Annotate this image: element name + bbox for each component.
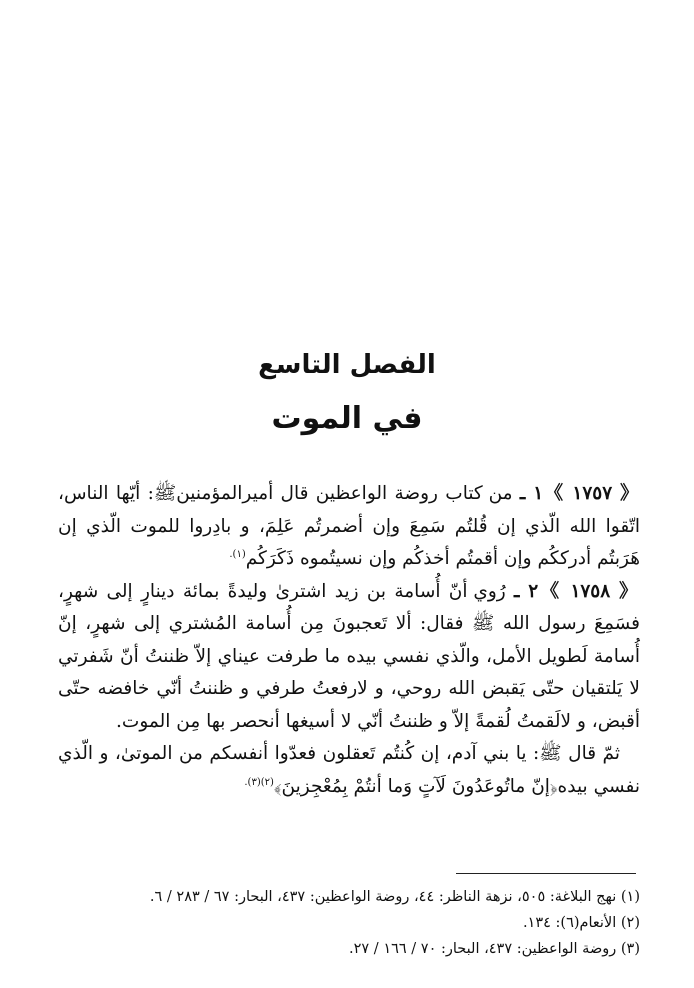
hadith-1757 [58,478,640,576]
hadith-text: من كتاب روضة الواعظين قال أميرالمؤمنينﷺ: أيّها الناس، اتّقوا الله الّذي إن قُلتُم سَمِعَ وإن أضمرتُم عَلِمَ، و بادِروا للموت الّذي إن هَرَبتُم أدرككُم وإن أقمتُم أخذكُم وإن نسيتُموه ذَكَرَكُم [58,483,640,569]
chapter-title: الفصل التاسع [258,350,436,380]
footnote-ref: (١). [229,548,246,560]
hadith-1758 [58,576,640,739]
hadith-number: 《 ١٧٥٧ 》١ ـ [519,483,640,504]
footnote-1: (١) نهج البلاغة: ٥٠٥، نزهة الناظر: ٤٤، روضة الواعظين: ٤٣٧، البحار: ٦٧ / ٢٨٣ / ٦. [149,889,640,905]
hadith-1758-continuation [58,738,640,803]
footnote-divider [456,873,636,874]
footnote-3: (٣) روضة الواعظين: ٤٣٧، البحار: ٧٠ / ١٦٦ / ٢٧. [349,941,640,957]
footnotes [58,884,640,962]
hadith-body [58,478,640,803]
hadith-text: ثمّ قال ﷺ: يا بني آدم، إن كُنتُم تَعقلون فعدّوا أنفسكم من الموتىٰ، و الّذي نفسي بيده﴿إنّ ماتُوعَدُونَ لَآتٍ وَما أنتُمْ بِمُعْجِزينَ﴾ [58,743,640,797]
topic-title: في الموت [271,401,423,436]
hadith-text: رُوي أنّ أُسامة بن زيد اشترىٰ وليدةً بمائة دينارٍ إلى شهرٍ، فسَمِعَ رسول الله ﷺ فقال: ألا تَعجبونَ مِن أُسامة المُشتري إلى شهرٍ، إنّ أُسامة لَطويل الأمل، والّذي نفسي بيده ما طرفت عيناي إلاّ ظننتُ أنّ شَفرتي لا يَلتقيان حتّى يَقبض الله روحي، و لارفعتُ طرفي و ظننتُ أنّي خافضه حتّى أقبض، و لالَقمتُ لُقمةً إلاّ و ظننتُ أنّي لا أسيغها أنحصر بها مِن الموت. [58,580,640,732]
hadith-number: 《 ١٧٥٨ 》٢ ـ [514,580,640,602]
footnote-ref: (٢)(٣). [244,776,274,788]
footnote-2: (٢) الأنعام(٦): ١٣٤. [522,915,640,931]
